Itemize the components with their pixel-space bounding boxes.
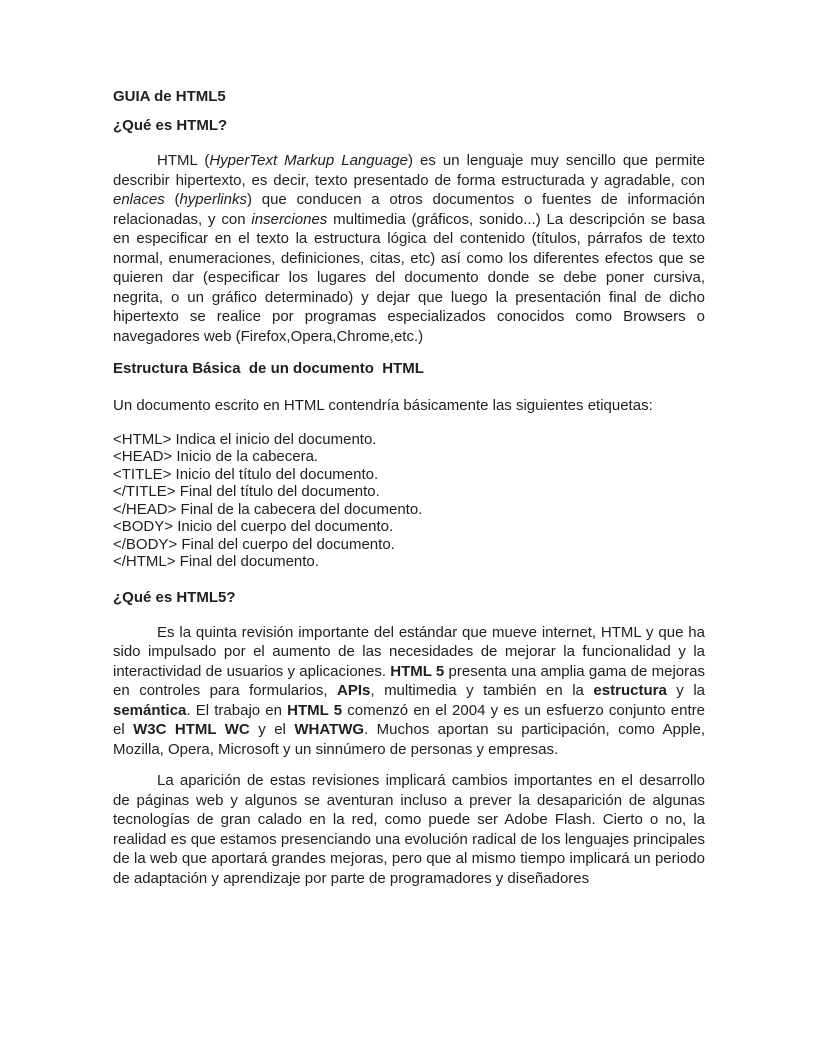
paragraph-html5-impact: La aparición de estas revisiones implicará cambios importantes en el desarrollo de páginas web y algunos se aventuran incluso a prever la desaparición de algunas tecnologías de gran calado en la red, como puede ser Adobe Flash. Cierto o no, la realidad es que estamos presenciando una evolución radical de los lenguajes principales de la web que aportará grandes mejoras, pero que al mismo tiempo implicará un periodo de adaptación y aprendizaje por parte de programadores y diseñadores xyxy=(113,772,705,887)
paragraph-html-intro: HTML (HyperText Markup Language) es un lenguaje muy sencillo que permite describir hipertexto, es decir, texto presentado de forma estructurada y agradable, con enlaces (hyperlinks) que conducen a otros documentos o fuentes de información relacionadas, y con inserciones multimedia (gráficos, sonido...) La descripción se basa en especificar en el texto la estructura lógica del contenido (títulos, párrafos de texto normal, enumeraciones, definiciones, citas, etc) así como los diferentes efectos que se quieren dar (especificar los lugares del documento donde se debe poner cursiva, negrita, o un gráfico determinado) y dejar que luego la presentación final de dicho hipertexto se realice por programas especializados conocidos como Browsers o navegadores web (Firefox,Opera,Chrome,etc.) xyxy=(113,152,705,345)
document-title: GUIA de HTML5 xyxy=(113,88,226,105)
heading-que-es-html5: ¿Qué es HTML5? xyxy=(113,588,236,606)
tag-line-body-close: </BODY> Final del cuerpo del documento. xyxy=(113,535,395,553)
tag-line-title-open: <TITLE> Inicio del título del documento. xyxy=(113,465,379,483)
tag-line-html-open: <HTML> Indica el inicio del documento. xyxy=(113,430,377,448)
tag-list xyxy=(113,431,705,571)
tag-line-body-open: <BODY> Inicio del cuerpo del documento. xyxy=(113,518,394,535)
tag-line-html-close: </HTML> Final del documento. xyxy=(113,553,319,570)
heading-estructura-basica: Estructura Básica de un documento HTML xyxy=(113,360,424,377)
paragraph-html5-description: Es la quinta revisión importante del estándar que mueve internet, HTML y que ha sido impulsado por el aumento de las necesidades de mejorar la funcionalidad y la interactividad de usuarios y aplicaciones. HTML 5 presenta una amplia gama de mejoras en controles para formularios, APIs, multimedia y también en la estructura y la semántica. El trabajo en HTML 5 comenzó en el 2004 y es un esfuerzo conjunto entre el W3C HTML WC y el WHATWG. Muchos aportan su participación, como Apple, Mozilla, Opera, Microsoft y un sinnúmero de personas y empresas. xyxy=(113,623,705,758)
estructura-lead-text: Un documento escrito en HTML contendría básicamente las siguientes etiquetas: xyxy=(113,397,653,414)
tag-line-title-close: </TITLE> Final del título del documento. xyxy=(113,483,380,500)
tag-line-head-open: <HEAD> Inicio de la cabecera. xyxy=(113,448,319,465)
heading-que-es-html: ¿Qué es HTML? xyxy=(113,117,228,134)
tag-line-head-close: </HEAD> Final de la cabecera del documento. xyxy=(113,500,423,518)
